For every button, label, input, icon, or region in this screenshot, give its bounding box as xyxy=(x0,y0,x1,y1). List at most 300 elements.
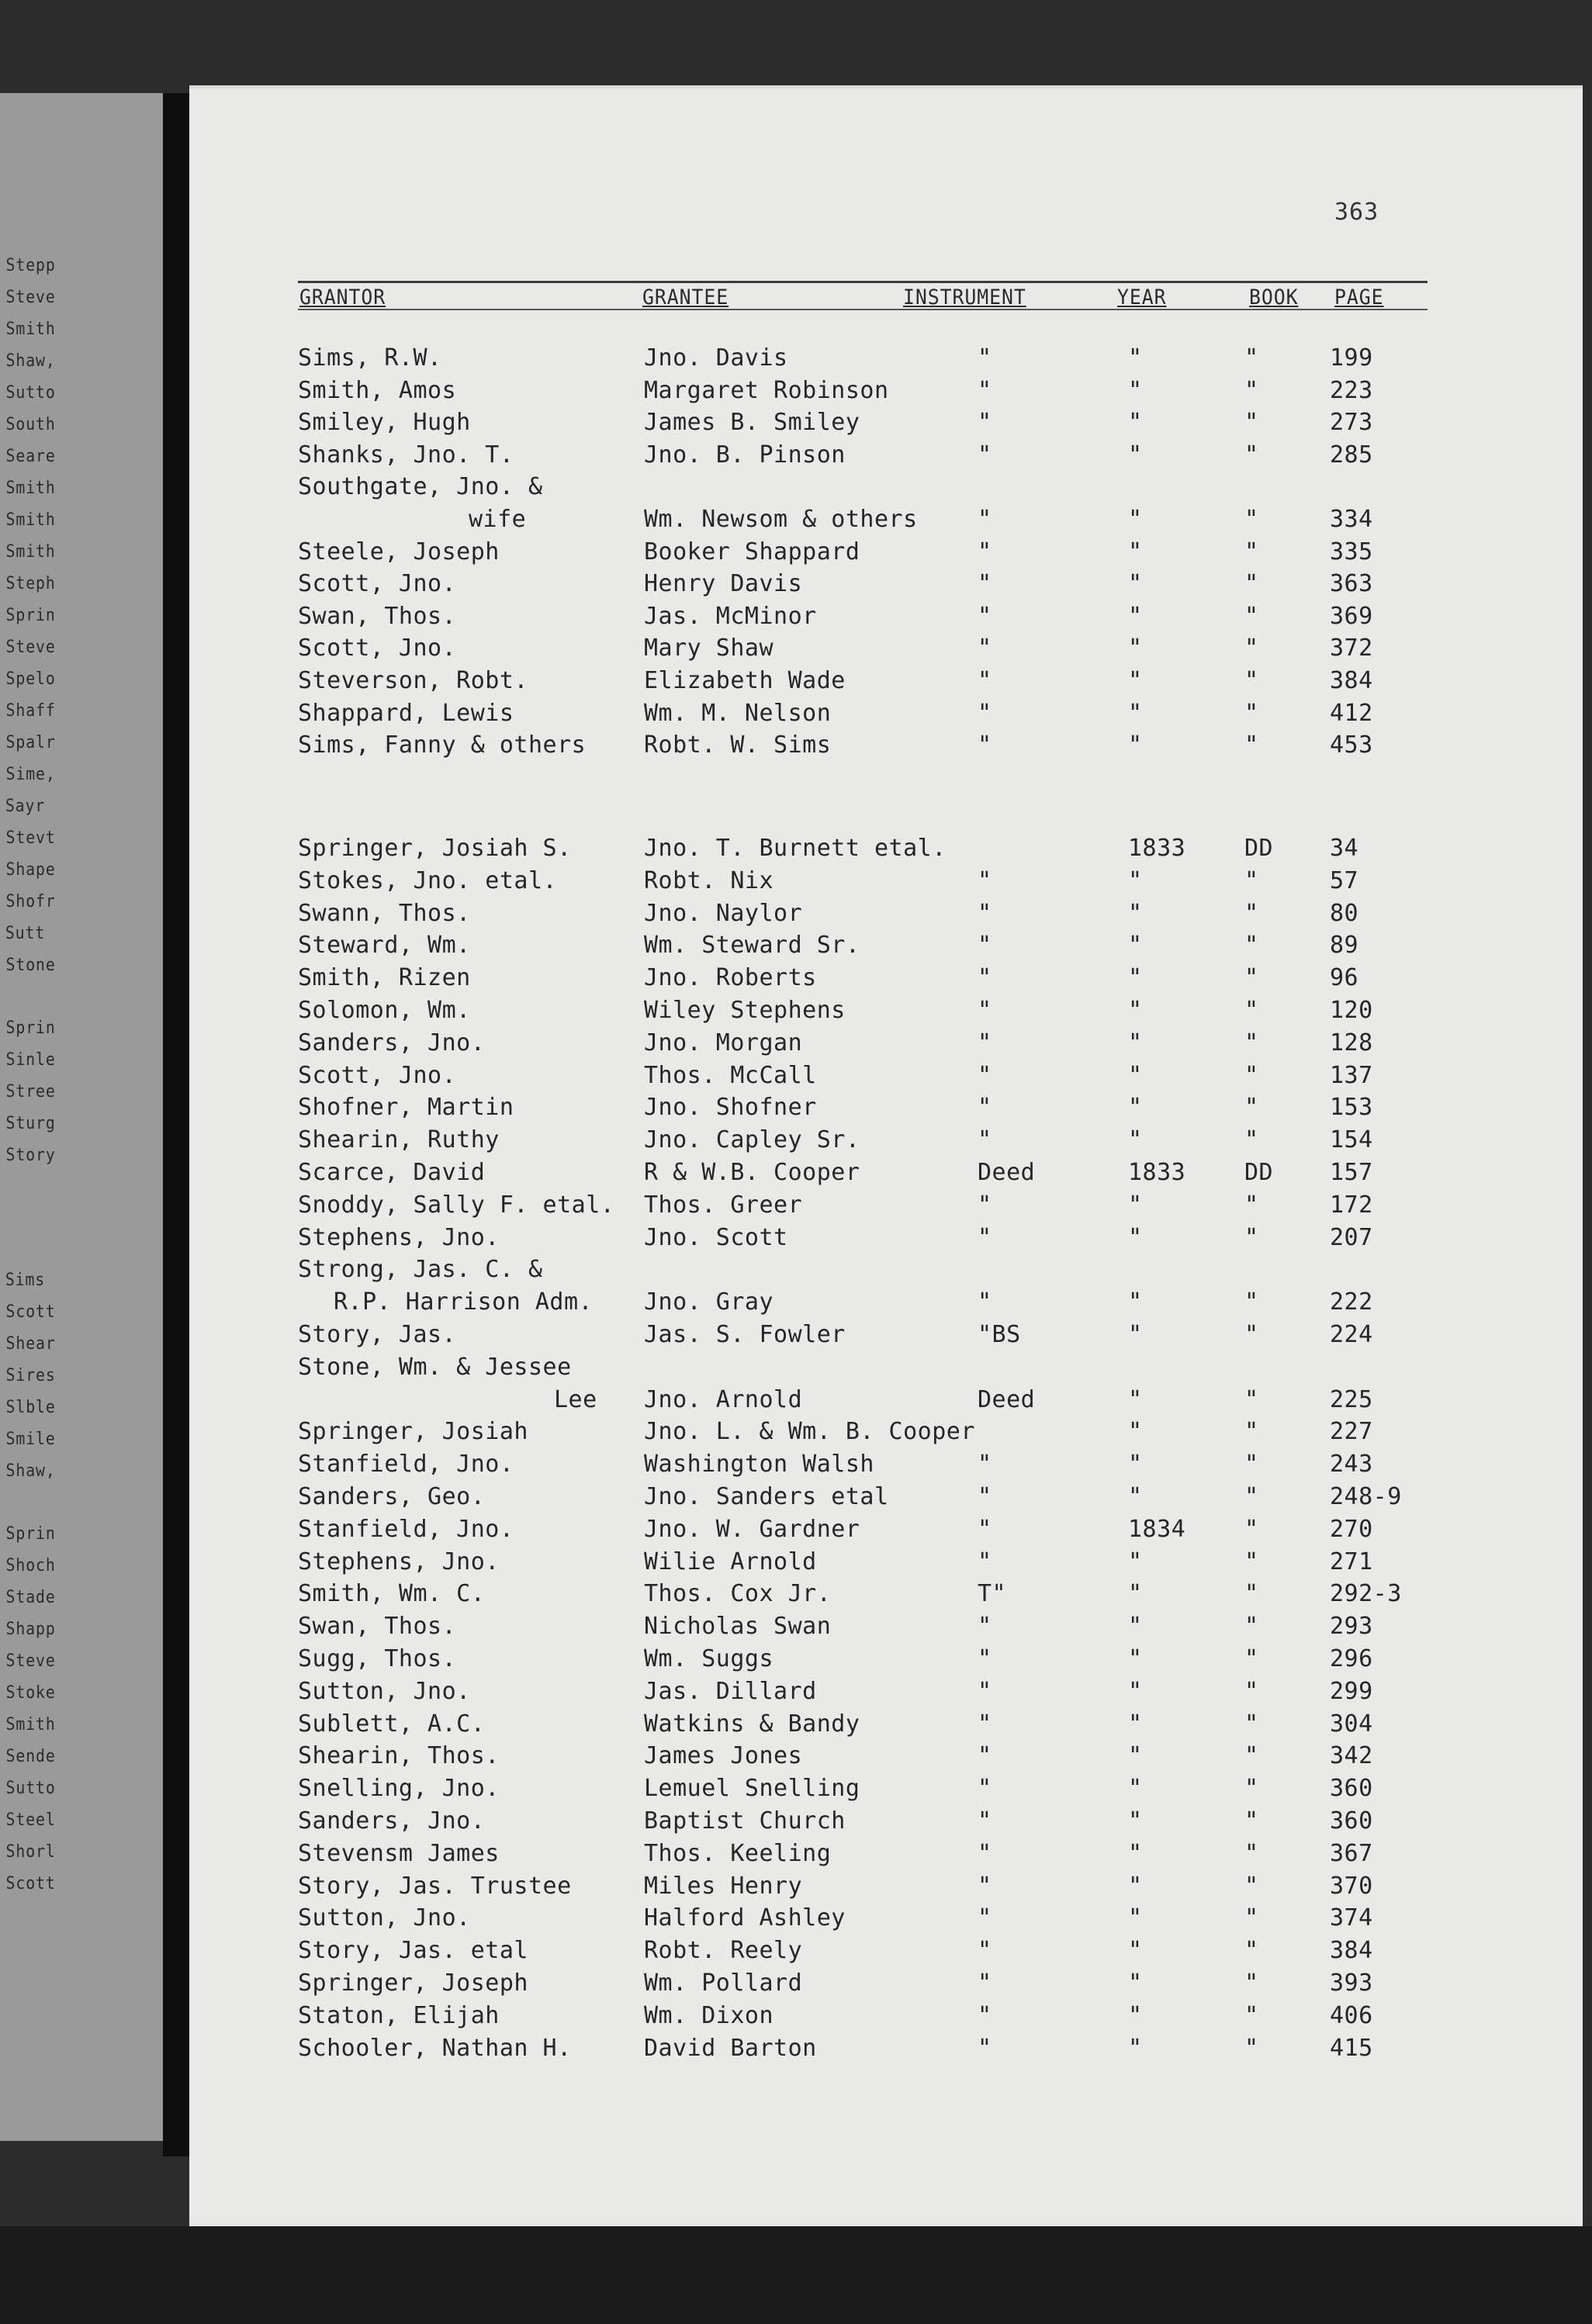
left-page-fragment: Spalr xyxy=(5,733,56,752)
grantee-cell: Jno. Morgan xyxy=(644,1029,803,1057)
instrument-cell: " xyxy=(978,1288,992,1316)
year-cell: " xyxy=(1128,1775,1143,1803)
grantor-cell: Shappard, Lewis xyxy=(298,699,514,727)
instrument-cell: " xyxy=(978,1094,992,1122)
page-cell: 227 xyxy=(1330,1418,1373,1446)
left-page-fragment: Slble xyxy=(5,1398,56,1417)
year-cell: " xyxy=(1128,538,1143,565)
table-row xyxy=(189,1159,1583,1190)
year-cell: " xyxy=(1128,1710,1143,1738)
page-cell: 360 xyxy=(1330,1807,1373,1835)
instrument-cell: " xyxy=(978,964,992,992)
table-row xyxy=(189,1580,1583,1611)
table-row xyxy=(189,1451,1583,1482)
instrument-cell: " xyxy=(978,1872,992,1900)
grantee-cell: Wm. Dixon xyxy=(644,2001,774,2029)
page-cell: 273 xyxy=(1330,409,1373,437)
year-cell: " xyxy=(1128,1677,1143,1705)
book-cell: " xyxy=(1244,1418,1259,1446)
grantor-cell: Sims, R.W. xyxy=(298,344,442,372)
grantee-cell: David Barton xyxy=(644,2034,817,2062)
instrument-cell: T" xyxy=(978,1580,1007,1608)
page-cell: 207 xyxy=(1330,1223,1373,1251)
page-cell: 335 xyxy=(1330,538,1373,565)
left-page-fragment: Sires xyxy=(5,1366,56,1385)
table-row xyxy=(189,1288,1583,1319)
grantee-cell: Jno. Roberts xyxy=(644,964,817,992)
grantor-cell: Story, Jas. etal xyxy=(298,1937,528,1965)
book-cell: " xyxy=(1244,1839,1259,1867)
page-cell: 224 xyxy=(1330,1321,1373,1348)
grantor-cell: Stephens, Jno. xyxy=(298,1223,500,1251)
grantor-cell: Stevensm James xyxy=(298,1839,500,1867)
grantee-cell: R & W.B. Cooper xyxy=(644,1159,860,1186)
book-cell: " xyxy=(1244,866,1259,894)
left-page-fragment: Shofr xyxy=(5,892,56,911)
grantee-cell: Wilie Arnold xyxy=(644,1548,817,1575)
header-grantor: GRANTOR xyxy=(299,285,386,310)
grantee-cell: Jas. Dillard xyxy=(644,1677,817,1705)
page-cell: 292-3 xyxy=(1330,1580,1402,1608)
left-page-fragment: Sutto xyxy=(5,1779,56,1798)
year-cell: " xyxy=(1128,1385,1143,1413)
book-cell: " xyxy=(1244,699,1259,727)
grantor-cell: Schooler, Nathan H. xyxy=(298,2034,572,2062)
grantee-cell: Jno. T. Burnett etal. xyxy=(644,835,947,862)
book-cell: " xyxy=(1244,506,1259,533)
grantee-cell: Jno. W. Gardner xyxy=(644,1515,860,1543)
left-page-fragment: Stepp xyxy=(5,256,56,275)
grantor-cell: Springer, Josiah S. xyxy=(298,835,572,862)
instrument-cell: " xyxy=(978,997,992,1024)
book-cell: " xyxy=(1244,441,1259,469)
year-cell: " xyxy=(1128,376,1143,404)
year-cell: " xyxy=(1128,2034,1143,2062)
year-cell: " xyxy=(1128,1321,1143,1348)
page-cell: 360 xyxy=(1330,1775,1373,1803)
instrument-cell: " xyxy=(978,2001,992,2029)
grantee-cell: Wm. Suggs xyxy=(644,1645,774,1672)
instrument-cell: " xyxy=(978,1937,992,1965)
page-cell: 370 xyxy=(1330,1872,1373,1900)
year-cell: " xyxy=(1128,409,1143,437)
grantor-cell: Southgate, Jno. & xyxy=(298,473,543,501)
book-cell: " xyxy=(1244,344,1259,372)
book-cell: " xyxy=(1244,570,1259,598)
grantor-cell: R.P. Harrison Adm. xyxy=(334,1288,594,1316)
page-cell: 225 xyxy=(1330,1385,1373,1413)
table-row xyxy=(189,1613,1583,1644)
instrument-cell: " xyxy=(978,899,992,927)
table-row xyxy=(189,1807,1583,1838)
grantee-cell: Jno. Gray xyxy=(644,1288,774,1316)
left-page-fragment: South xyxy=(5,415,56,434)
left-page-fragment: Sayr xyxy=(5,797,46,816)
book-cell: " xyxy=(1244,964,1259,992)
instrument-cell: " xyxy=(978,1613,992,1641)
document-page xyxy=(189,85,1583,2229)
page-cell: 304 xyxy=(1330,1710,1373,1738)
left-page-fragment: Shape xyxy=(5,860,56,880)
grantor-cell: Scott, Jno. xyxy=(298,570,457,598)
grantee-cell: Jno. L. & Wm. B. Cooper xyxy=(644,1418,975,1446)
table-row xyxy=(189,635,1583,666)
page-cell: 199 xyxy=(1330,344,1373,372)
year-cell: " xyxy=(1128,1613,1143,1641)
grantor-cell: Shofner, Martin xyxy=(298,1094,514,1122)
grantor-cell: Shearin, Thos. xyxy=(298,1742,500,1770)
grantor-cell: Steverson, Robt. xyxy=(298,667,528,694)
header-book: BOOK xyxy=(1249,285,1299,310)
instrument-cell: " xyxy=(978,866,992,894)
page-cell: 453 xyxy=(1330,731,1373,759)
page-cell: 120 xyxy=(1330,997,1373,1024)
book-cell: " xyxy=(1244,1483,1259,1510)
left-page-fragment: Shapp xyxy=(5,1620,56,1639)
page-number: 363 xyxy=(1334,199,1379,226)
book-cell: " xyxy=(1244,409,1259,437)
grantee-cell: Jas. McMinor xyxy=(644,602,817,630)
year-cell: " xyxy=(1128,1029,1143,1057)
instrument-cell: " xyxy=(978,570,992,598)
table-row xyxy=(189,1062,1583,1093)
book-cell: " xyxy=(1244,997,1259,1024)
instrument-cell: " xyxy=(978,1645,992,1672)
table-row xyxy=(189,1710,1583,1741)
year-cell: " xyxy=(1128,1483,1143,1510)
page-cell: 412 xyxy=(1330,699,1373,727)
grantor-cell: Staton, Elijah xyxy=(298,2001,500,2029)
year-cell: " xyxy=(1128,506,1143,533)
grantor-cell: wife xyxy=(469,506,527,533)
instrument-cell: " xyxy=(978,1548,992,1575)
book-cell: " xyxy=(1244,1613,1259,1641)
year-cell: " xyxy=(1128,1937,1143,1965)
grantee-cell: James B. Smiley xyxy=(644,409,860,437)
left-page-fragment: Smith xyxy=(5,542,56,562)
instrument-cell: " xyxy=(978,1126,992,1154)
instrument-cell: " xyxy=(978,1807,992,1835)
year-cell: " xyxy=(1128,1580,1143,1608)
scan-bottom-edge xyxy=(0,2226,1592,2324)
table-row xyxy=(189,700,1583,731)
left-page-fragment: Stone xyxy=(5,956,56,975)
left-page-fragment: Steel xyxy=(5,1810,56,1830)
grantor-cell: Stephens, Jno. xyxy=(298,1548,500,1575)
page-cell: 128 xyxy=(1330,1029,1373,1057)
page-cell: 369 xyxy=(1330,602,1373,630)
instrument-cell: " xyxy=(978,932,992,960)
instrument-cell: " xyxy=(978,1970,992,1997)
grantee-cell: Halford Ashley xyxy=(644,1904,846,1932)
table-row xyxy=(189,932,1583,963)
left-page-fragment: Sutt xyxy=(5,924,46,943)
year-cell: " xyxy=(1128,1548,1143,1575)
grantor-cell: Sublett, A.C. xyxy=(298,1710,486,1738)
table-row xyxy=(189,473,1583,504)
left-page-fragment: Sime, xyxy=(5,765,56,784)
table-row xyxy=(189,570,1583,601)
year-cell: 1833 xyxy=(1128,835,1186,862)
year-cell: " xyxy=(1128,932,1143,960)
table-row xyxy=(189,1126,1583,1157)
instrument-cell: "BS xyxy=(978,1321,1021,1348)
book-gutter xyxy=(163,93,189,2156)
grantor-cell: Shearin, Ruthy xyxy=(298,1126,500,1154)
instrument-cell: " xyxy=(978,344,992,372)
grantee-cell: Jno. B. Pinson xyxy=(644,441,846,469)
grantee-cell: Jno. Davis xyxy=(644,344,788,372)
book-cell: " xyxy=(1244,1061,1259,1089)
grantor-cell: Swan, Thos. xyxy=(298,1613,457,1641)
grantee-cell: James Jones xyxy=(644,1742,803,1770)
grantor-cell: Springer, Josiah xyxy=(298,1418,528,1446)
table-row xyxy=(189,1386,1583,1417)
book-cell: " xyxy=(1244,932,1259,960)
book-cell: " xyxy=(1244,1775,1259,1803)
instrument-cell: " xyxy=(978,506,992,533)
header-instrument: INSTRUMENT xyxy=(903,285,1026,310)
grantor-cell: Sanders, Jno. xyxy=(298,1029,486,1057)
table-row xyxy=(189,603,1583,634)
book-cell: " xyxy=(1244,635,1259,662)
page-cell: 137 xyxy=(1330,1061,1373,1089)
year-cell: " xyxy=(1128,1418,1143,1446)
book-cell: " xyxy=(1244,538,1259,565)
grantee-cell: Jno. Arnold xyxy=(644,1385,803,1413)
grantor-cell: Sims, Fanny & others xyxy=(298,731,587,759)
instrument-cell: " xyxy=(978,1451,992,1478)
grantor-cell: Story, Jas. Trustee xyxy=(298,1872,572,1900)
table-row xyxy=(189,1904,1583,1935)
left-page-fragment: Smith xyxy=(5,320,56,339)
page-cell: 384 xyxy=(1330,667,1373,694)
book-cell: " xyxy=(1244,1807,1259,1835)
table-row xyxy=(189,2035,1583,2066)
left-page-fragment: Steve xyxy=(5,1651,56,1671)
instrument-cell: " xyxy=(978,538,992,565)
left-page-fragment: Smith xyxy=(5,1715,56,1734)
year-cell: " xyxy=(1128,1223,1143,1251)
table-row xyxy=(189,1094,1583,1125)
instrument-cell: " xyxy=(978,635,992,662)
grantee-cell: Thos. Cox Jr. xyxy=(644,1580,832,1608)
page-cell: 270 xyxy=(1330,1515,1373,1543)
page-cell: 363 xyxy=(1330,570,1373,598)
page-cell: 342 xyxy=(1330,1742,1373,1770)
left-page-fragment: Story xyxy=(5,1146,56,1165)
grantor-cell: Scarce, David xyxy=(298,1159,486,1186)
left-page-fragment: Stoke xyxy=(5,1683,56,1703)
left-page-fragment: Sprin xyxy=(5,606,56,625)
grantor-cell: Snelling, Jno. xyxy=(298,1775,500,1803)
grantee-cell: Washington Walsh xyxy=(644,1451,874,1478)
grantee-cell: Jno. Sanders etal xyxy=(644,1483,889,1510)
left-page-fragment: Spelo xyxy=(5,669,56,689)
grantor-cell: Springer, Joseph xyxy=(298,1970,528,1997)
instrument-cell: " xyxy=(978,699,992,727)
grantor-cell: Scott, Jno. xyxy=(298,635,457,662)
grantor-cell: Smith, Rizen xyxy=(298,964,471,992)
grantee-cell: Miles Henry xyxy=(644,1872,803,1900)
table-row xyxy=(189,1742,1583,1773)
page-cell: 367 xyxy=(1330,1839,1373,1867)
instrument-cell: " xyxy=(978,409,992,437)
left-page-fragment: Sinle xyxy=(5,1050,56,1070)
table-row xyxy=(189,344,1583,375)
grantor-cell: Smith, Wm. C. xyxy=(298,1580,486,1608)
page-cell: 393 xyxy=(1330,1970,1373,1997)
grantee-cell: Thos. Keeling xyxy=(644,1839,832,1867)
page-cell: 34 xyxy=(1330,835,1359,862)
year-cell: " xyxy=(1128,1742,1143,1770)
table-row xyxy=(189,1645,1583,1676)
instrument-cell: " xyxy=(978,1710,992,1738)
table-row xyxy=(189,2002,1583,2033)
year-cell: " xyxy=(1128,667,1143,694)
table-row xyxy=(189,1224,1583,1255)
page-cell: 415 xyxy=(1330,2034,1373,2062)
book-cell: " xyxy=(1244,1677,1259,1705)
table-row xyxy=(189,1256,1583,1287)
page-cell: 334 xyxy=(1330,506,1373,533)
grantor-cell: Story, Jas. xyxy=(298,1321,457,1348)
table-row xyxy=(189,1354,1583,1385)
page-cell: 374 xyxy=(1330,1904,1373,1932)
book-cell: " xyxy=(1244,1645,1259,1672)
year-cell: " xyxy=(1128,964,1143,992)
left-page-fragment: Sims xyxy=(5,1271,46,1290)
grantee-cell: Lemuel Snelling xyxy=(644,1775,860,1803)
grantee-cell: Margaret Robinson xyxy=(644,376,889,404)
page-cell: 223 xyxy=(1330,376,1373,404)
header-page: PAGE xyxy=(1334,285,1384,310)
grantor-cell: Sanders, Jno. xyxy=(298,1807,486,1835)
left-page-fragment: Stevt xyxy=(5,828,56,848)
grantee-cell: Mary Shaw xyxy=(644,635,774,662)
grantor-cell: Sugg, Thos. xyxy=(298,1645,457,1672)
year-cell: " xyxy=(1128,344,1143,372)
table-row xyxy=(189,538,1583,569)
book-cell: " xyxy=(1244,1580,1259,1608)
table-row xyxy=(189,1191,1583,1223)
page-cell: 89 xyxy=(1330,932,1359,960)
grantee-cell: Henry Davis xyxy=(644,570,803,598)
table-row xyxy=(189,506,1583,537)
table-row xyxy=(189,1937,1583,1968)
book-cell: " xyxy=(1244,1904,1259,1932)
page-cell: 293 xyxy=(1330,1613,1373,1641)
table-row xyxy=(189,964,1583,995)
table-row xyxy=(189,1873,1583,1904)
left-page-fragment: Stree xyxy=(5,1082,56,1101)
table-row xyxy=(189,1840,1583,1871)
left-page-fragment: Scott xyxy=(5,1874,56,1893)
grantee-cell: Baptist Church xyxy=(644,1807,846,1835)
grantor-cell: Sutton, Jno. xyxy=(298,1677,471,1705)
grantee-cell: Jno. Naylor xyxy=(644,899,803,927)
grantor-cell: Sanders, Geo. xyxy=(298,1483,486,1510)
left-page-fragment: Sprin xyxy=(5,1018,56,1038)
table-row xyxy=(189,867,1583,898)
left-page-fragment: Smith xyxy=(5,479,56,498)
table-row xyxy=(189,1418,1583,1449)
book-cell: " xyxy=(1244,1937,1259,1965)
grantor-cell: Stanfield, Jno. xyxy=(298,1515,514,1543)
page-cell: 372 xyxy=(1330,635,1373,662)
grantee-cell: Wm. Newsom & others xyxy=(644,506,918,533)
book-cell: " xyxy=(1244,1385,1259,1413)
grantor-cell: Swan, Thos. xyxy=(298,602,457,630)
instrument-cell: " xyxy=(978,1029,992,1057)
left-page-fragment: Steve xyxy=(5,638,56,657)
instrument-cell: " xyxy=(978,2034,992,2062)
header-top-rule xyxy=(298,281,1428,283)
left-page-fragment: Sutto xyxy=(5,383,56,403)
book-cell: " xyxy=(1244,1451,1259,1478)
page-cell: 296 xyxy=(1330,1645,1373,1672)
instrument-cell: " xyxy=(978,1223,992,1251)
table-row xyxy=(189,1970,1583,2001)
header-grantee: GRANTEE xyxy=(642,285,729,310)
table-row xyxy=(189,409,1583,440)
year-cell: " xyxy=(1128,1126,1143,1154)
page-cell: 153 xyxy=(1330,1094,1373,1122)
grantee-cell: Robt. Reely xyxy=(644,1937,803,1965)
book-cell: " xyxy=(1244,731,1259,759)
grantee-cell: Wiley Stephens xyxy=(644,997,846,1024)
grantor-cell: Steele, Joseph xyxy=(298,538,500,565)
left-page-fragment: Shorl xyxy=(5,1842,56,1862)
left-page-fragment: Shoch xyxy=(5,1556,56,1575)
year-cell: " xyxy=(1128,1807,1143,1835)
grantee-cell: Robt. W. Sims xyxy=(644,731,832,759)
book-cell: " xyxy=(1244,1872,1259,1900)
instrument-cell: " xyxy=(978,1677,992,1705)
grantee-cell: Jas. S. Fowler xyxy=(644,1321,846,1348)
table-row xyxy=(189,731,1583,763)
year-cell: " xyxy=(1128,1904,1143,1932)
year-cell: " xyxy=(1128,731,1143,759)
grantor-cell: Swann, Thos. xyxy=(298,899,471,927)
grantor-cell: Strong, Jas. C. & xyxy=(298,1256,543,1284)
table-row xyxy=(189,1678,1583,1709)
year-cell: 1834 xyxy=(1128,1515,1186,1543)
grantee-cell: Wm. Pollard xyxy=(644,1970,803,1997)
grantee-cell: Elizabeth Wade xyxy=(644,667,846,694)
left-page-fragment: Shaw, xyxy=(5,1461,56,1481)
left-page-fragment: Shear xyxy=(5,1334,56,1354)
grantor-cell: Shanks, Jno. T. xyxy=(298,441,514,469)
year-cell: " xyxy=(1128,1970,1143,1997)
left-page-fragment: Shaff xyxy=(5,701,56,721)
left-page-fragment: Scott xyxy=(5,1302,56,1322)
left-page-fragment: Smith xyxy=(5,510,56,530)
table-row xyxy=(189,1775,1583,1806)
grantee-cell: Jno. Shofner xyxy=(644,1094,817,1122)
book-cell: " xyxy=(1244,1742,1259,1770)
book-cell: " xyxy=(1244,1515,1259,1543)
instrument-cell: " xyxy=(978,1742,992,1770)
year-cell: " xyxy=(1128,699,1143,727)
page-cell: 248-9 xyxy=(1330,1483,1402,1510)
instrument-cell: " xyxy=(978,376,992,404)
book-cell: DD xyxy=(1244,835,1274,862)
page-cell: 80 xyxy=(1330,899,1359,927)
book-cell: " xyxy=(1244,2001,1259,2029)
year-cell: " xyxy=(1128,1645,1143,1672)
year-cell: " xyxy=(1128,997,1143,1024)
